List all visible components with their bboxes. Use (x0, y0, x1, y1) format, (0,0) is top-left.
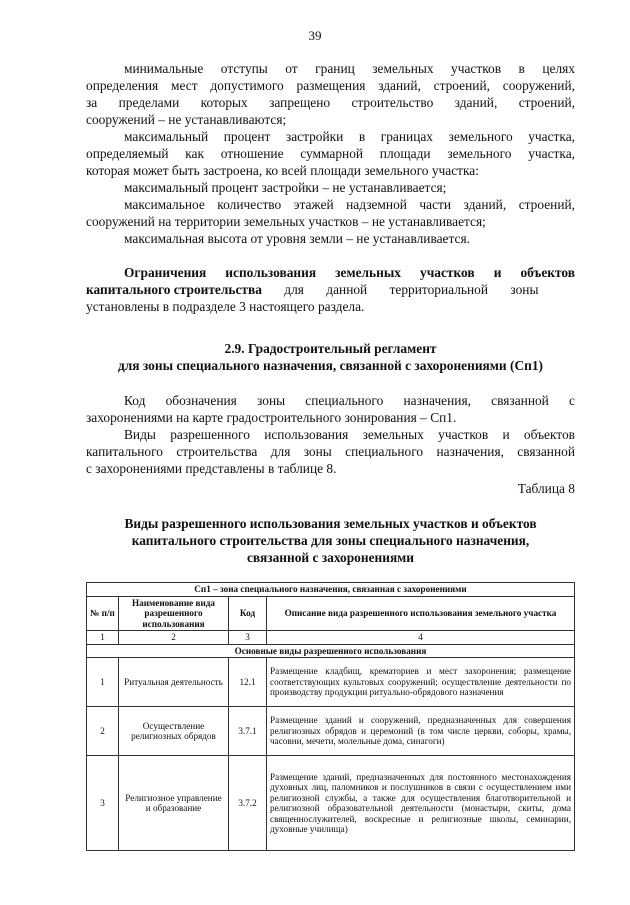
table-header-row (87, 596, 575, 631)
restriction-line (86, 281, 575, 298)
table-row (87, 658, 575, 707)
restriction-rest: для данной территориальной зоны (261, 282, 539, 297)
row-num: 3 (87, 756, 119, 851)
group-header: Основные виды разрешенного использования (87, 644, 575, 658)
col-number: 1 (87, 631, 119, 645)
row-desc: Размещение кладбищ, крематориев и мест захоронения; размещение соответствующих культовых сооружений; осуществление деятельности по производству продукции ритуально-обрядового назначения (267, 658, 575, 707)
table-label: Таблица 8 (517, 481, 575, 496)
col-name-header: Наименование вида разрешенного использования (119, 596, 229, 631)
text-line: определения мест допустимого размещения зданий, строений, сооружений, (86, 78, 575, 93)
table-row (87, 756, 575, 851)
row-num: 1 (87, 658, 119, 707)
text-line: капитального строительства для зоны специального назначения, связанной (86, 444, 575, 459)
row-code: 12.1 (229, 658, 267, 707)
table-colnum-row (87, 631, 575, 645)
text-line: захоронениями на карте градостроительного зонирования – Сп1. (86, 410, 457, 425)
text-line: Виды разрешенного использования земельных участков и объектов (124, 427, 575, 442)
col-num-header: № п/п (87, 596, 119, 631)
row-desc: Размещение зданий и сооружений, предназначенных для совершения религиозных обрядов и церемоний (в том числе церкви, соборы, храмы, часовни, мечети, молельные дома, синагоги) (267, 707, 575, 756)
section-heading: 2.9. Градостроительный регламент (224, 341, 437, 356)
col-number: 3 (229, 631, 267, 645)
row-name: Религиозное управление и образование (119, 756, 229, 851)
col-desc-header: Описание вида разрешенного использования земельного участка (267, 596, 575, 631)
row-code: 3.7.1 (229, 707, 267, 756)
table-row (87, 707, 575, 756)
row-code: 3.7.2 (229, 756, 267, 851)
text-line: сооружений на территории земельных участков – не устанавливается; (86, 214, 486, 229)
text-line: с захоронениями представлены в таблице 8. (86, 461, 337, 476)
text-line: максимальный процент застройки в границах земельного участка, (124, 129, 575, 144)
col-number: 2 (119, 631, 229, 645)
page-number: 39 (308, 28, 322, 43)
text-line: Код обозначения зоны специального назначения, связанной с (124, 393, 575, 408)
row-name: Ритуальная деятельность (119, 658, 229, 707)
table-title: связанной с захоронениями (246, 550, 415, 565)
text-line: которая может быть застроена, ко всей площади земельного участка: (86, 163, 479, 178)
text-line: определяемый как отношение суммарной площади земельного участка, (86, 146, 575, 161)
text-line: максимальный процент застройки – не устанавливается; (124, 180, 447, 195)
row-desc: Размещение зданий, предназначенных для постоянного местонахождения духовных лиц, паломников и послушников в связи с осуществлением ими религиозной службы, а также для осуществления благотворительной и религиозной образовательной деятельности (монастыри, скиты, дома священнослужителей, воскресные и религиозные школы, семинарии, духовные училища) (267, 756, 575, 851)
col-number: 4 (267, 631, 575, 645)
col-code-header: Код (229, 596, 267, 631)
table-title: Виды разрешенного использования земельных участков и объектов (124, 516, 537, 531)
restriction-bold: капитального строительства (86, 282, 262, 297)
table-title: капитального строительства для зоны специального назначения, (131, 533, 530, 548)
table-zone-row (87, 583, 575, 597)
text-line: сооружений – не устанавливаются; (86, 112, 287, 127)
text-line: минимальные отступы от границ земельных участков в целях (124, 61, 575, 76)
restriction-line: Ограничения использования земельных участков и объектов (124, 265, 575, 280)
row-name: Осуществление религиозных обрядов (119, 707, 229, 756)
section-heading: для зоны специального назначения, связанной с захоронениями (Сп1) (118, 358, 543, 373)
restriction-line: установлены в подразделе 3 настоящего раздела. (86, 299, 365, 314)
row-num: 2 (87, 707, 119, 756)
zone-header: Сп1 – зона специального назначения, связанная с захоронениями (87, 583, 575, 597)
text-line: максимальное количество этажей надземной части зданий, строений, (124, 197, 575, 212)
uses-table (86, 582, 575, 851)
text-line: за пределами которых запрещено строительство зданий, строений, (86, 95, 575, 110)
text-line: максимальная высота от уровня земли – не устанавливается. (124, 231, 470, 246)
table-group-row (87, 644, 575, 658)
